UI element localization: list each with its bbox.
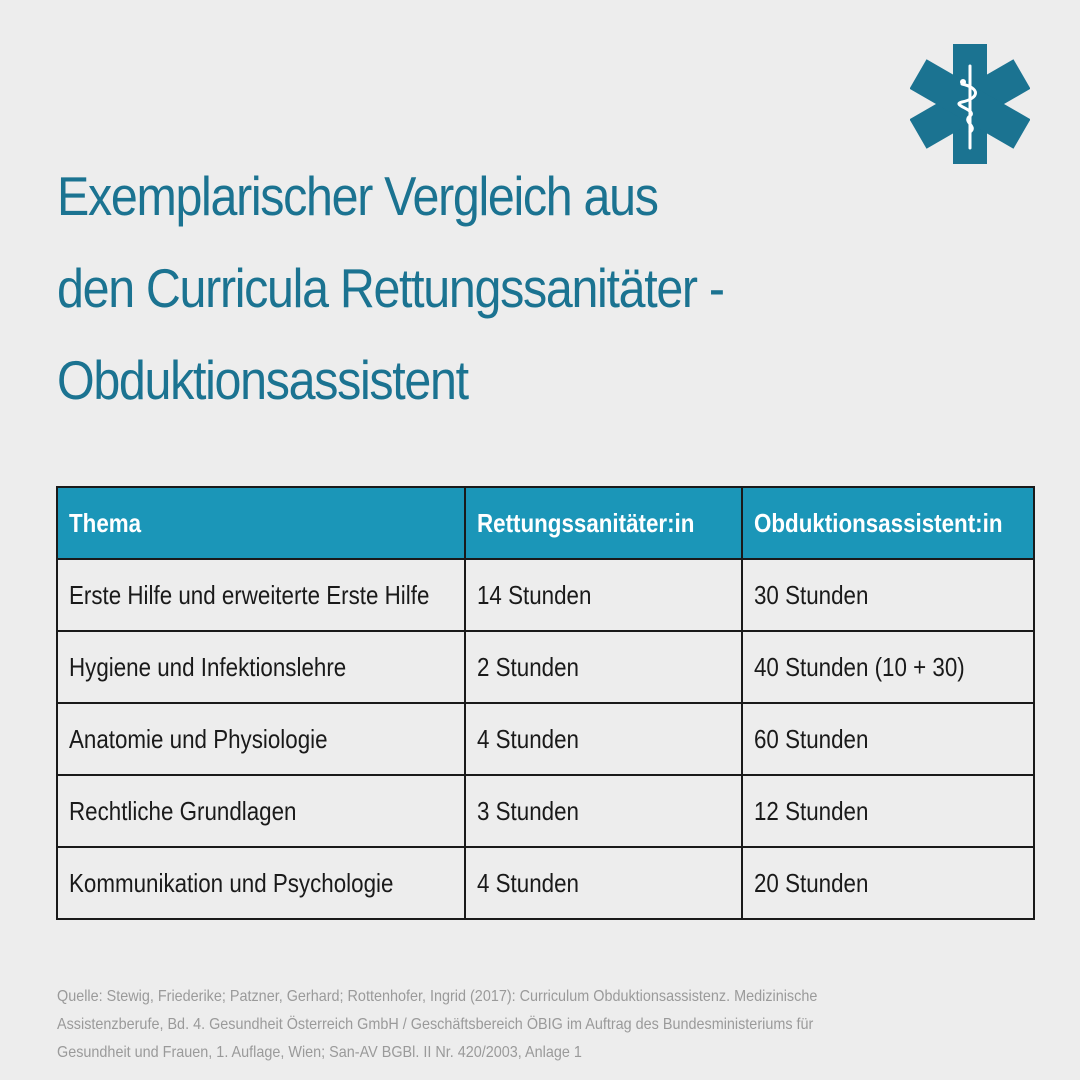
cell-obduktionsassistent: 40 Stunden (10 + 30) (742, 631, 1034, 703)
cell-thema: Anatomie und Physiologie (57, 703, 465, 775)
source-line: Gesundheit und Frauen, 1. Auflage, Wien; San-AV BGBl. II Nr. 420/2003, Anlage 1 (57, 1044, 582, 1061)
table-row (57, 847, 1034, 919)
cell-obduktionsassistent: 30 Stunden (742, 559, 1034, 631)
title-line: Exemplarischer Vergleich aus (57, 165, 658, 227)
cell-obduktionsassistent: 60 Stunden (742, 703, 1034, 775)
cell-rettungssanitaeter: 14 Stunden (465, 559, 742, 631)
cell-rettungssanitaeter: 4 Stunden (465, 847, 742, 919)
cell-obduktionsassistent: 12 Stunden (742, 775, 1034, 847)
cell-thema: Erste Hilfe und erweiterte Erste Hilfe (57, 559, 465, 631)
header-thema: Thema (57, 487, 465, 559)
star-of-life-icon (910, 44, 1030, 164)
table-row (57, 631, 1034, 703)
page-title (57, 150, 779, 426)
header-obduktionsassistent: Obduktionsassistent:in (742, 487, 1034, 559)
cell-thema: Kommunikation und Psychologie (57, 847, 465, 919)
source-line: Assistenzberufe, Bd. 4. Gesundheit Österreich GmbH / Geschäftsbereich ÖBIG im Auftrag des Bundesministeriums für (57, 1016, 814, 1033)
comparison-table (56, 486, 1035, 920)
table-row (57, 703, 1034, 775)
cell-rettungssanitaeter: 3 Stunden (465, 775, 742, 847)
header-rettungssanitaeter: Rettungssanitäter:in (465, 487, 742, 559)
cell-thema: Hygiene und Infektionslehre (57, 631, 465, 703)
cell-obduktionsassistent: 20 Stunden (742, 847, 1034, 919)
cell-rettungssanitaeter: 2 Stunden (465, 631, 742, 703)
title-line: Obduktionsassistent (57, 349, 468, 411)
title-line: den Curricula Rettungssanitäter - (57, 257, 724, 319)
table-header-row (57, 487, 1034, 559)
source-line: Quelle: Stewig, Friederike; Patzner, Gerhard; Rottenhofer, Ingrid (2017): Curriculum Obduktionsassistenz. Medizinische (57, 988, 818, 1005)
table-row (57, 559, 1034, 631)
cell-rettungssanitaeter: 4 Stunden (465, 703, 742, 775)
cell-thema: Rechtliche Grundlagen (57, 775, 465, 847)
source-citation (57, 983, 1017, 1067)
table-row (57, 775, 1034, 847)
